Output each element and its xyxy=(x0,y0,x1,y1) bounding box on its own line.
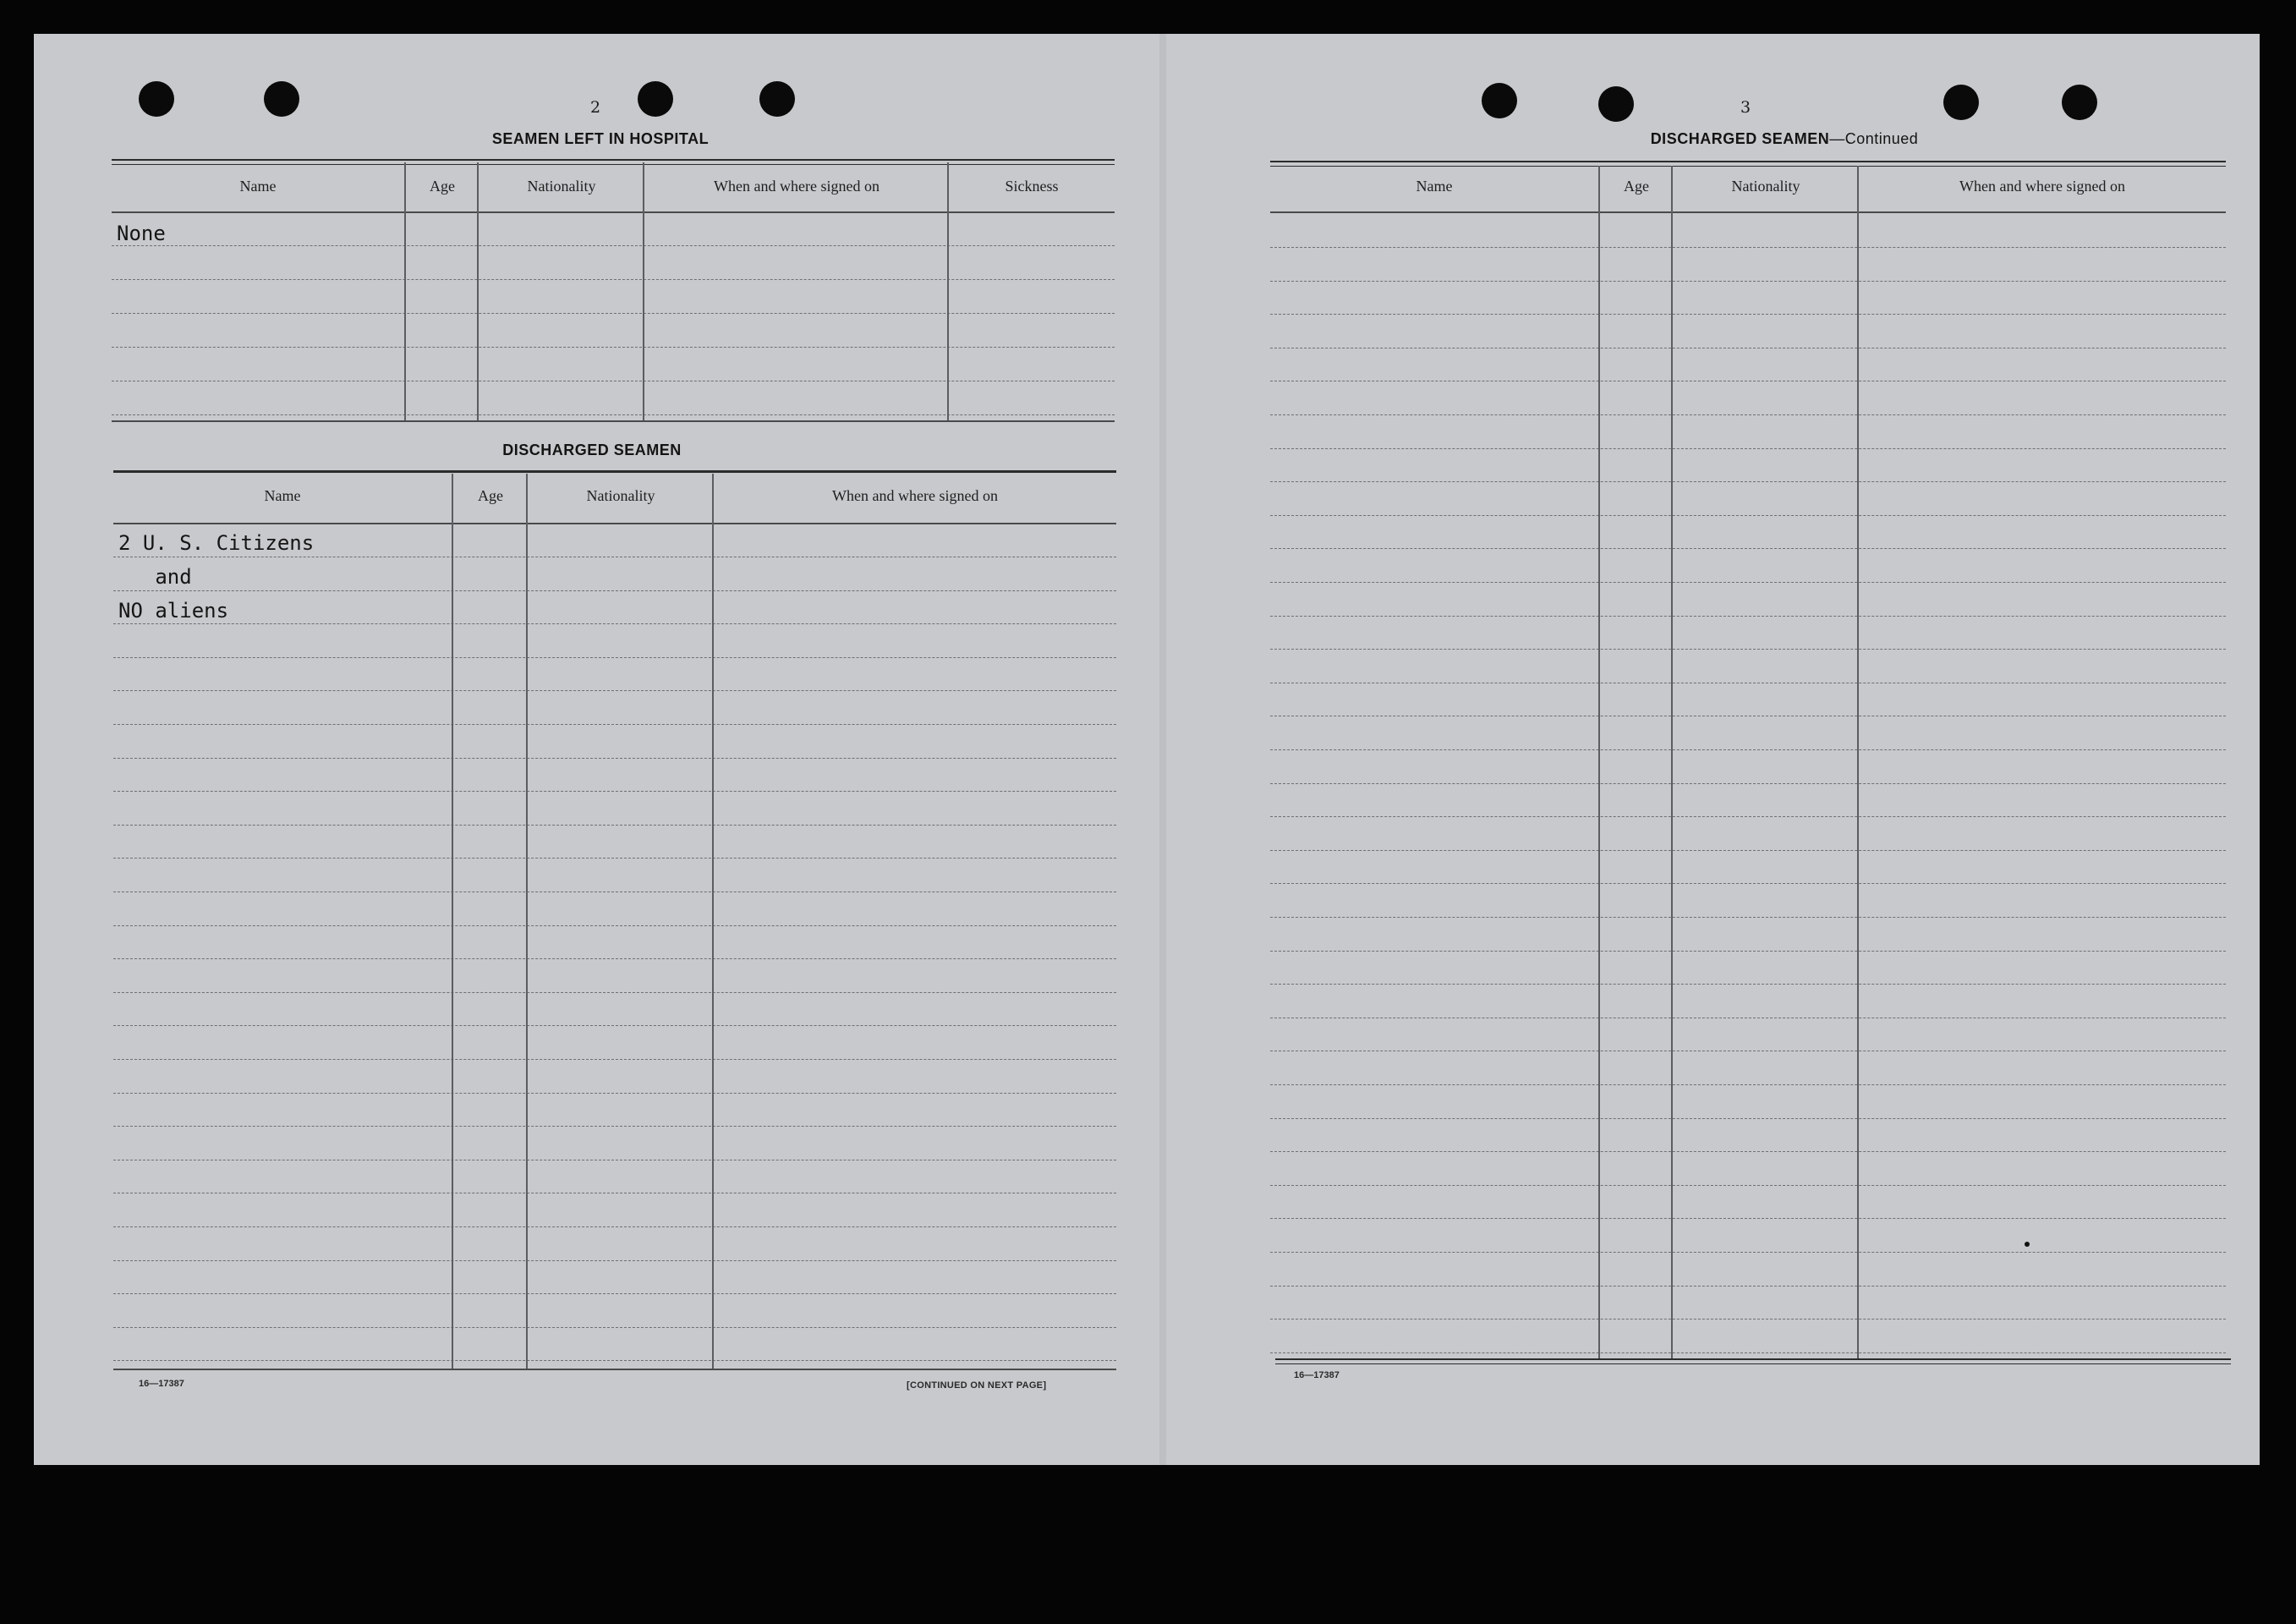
column-divider xyxy=(712,474,714,1369)
column-divider xyxy=(526,474,528,1369)
ruled-line xyxy=(1270,1352,2226,1353)
ruled-line xyxy=(113,1260,1116,1261)
page-fold xyxy=(1159,34,1166,1465)
col-head-nationality: Nationality xyxy=(1731,178,1800,195)
section-title-suffix: —Continued xyxy=(1829,130,1919,147)
table-bottom-rule xyxy=(112,420,1115,422)
ruled-line xyxy=(113,791,1116,792)
ruled-line xyxy=(1270,1118,2226,1119)
ink-speck xyxy=(2025,1242,2030,1247)
discharged-entry: 2 U. S. Citizens xyxy=(118,531,315,555)
ruled-line xyxy=(1270,649,2226,650)
column-divider xyxy=(404,162,406,420)
col-head-signed-on: When and where signed on xyxy=(832,487,998,504)
ruled-line xyxy=(113,1226,1116,1227)
ruled-line xyxy=(113,690,1116,691)
col-head-age: Age xyxy=(478,487,503,504)
punch-hole xyxy=(139,81,174,117)
form-code: 16—17387 xyxy=(139,1379,184,1389)
ruled-line xyxy=(1270,749,2226,750)
ruled-line xyxy=(113,958,1116,959)
column-divider xyxy=(1598,166,1600,1358)
hospital-entry: None xyxy=(117,222,166,245)
ruled-line xyxy=(112,414,1115,415)
discharged-entry: NO aliens xyxy=(118,599,229,623)
column-divider xyxy=(1857,166,1859,1358)
ruled-line xyxy=(113,1059,1116,1060)
left-page xyxy=(34,34,1159,1465)
ruled-line xyxy=(113,1327,1116,1328)
col-head-name: Name xyxy=(264,487,301,504)
table-bottom-rule xyxy=(1275,1358,2231,1364)
ruled-line xyxy=(113,825,1116,826)
ruled-line xyxy=(113,1126,1116,1127)
ruled-line xyxy=(1270,582,2226,583)
col-head-nationality: Nationality xyxy=(527,178,596,195)
punch-hole xyxy=(1598,86,1634,122)
discharged-entry: and xyxy=(118,565,192,589)
column-divider xyxy=(643,162,644,420)
section-rule xyxy=(112,159,1115,165)
ruled-line xyxy=(1270,515,2226,516)
column-divider xyxy=(1671,166,1673,1358)
col-head-age: Age xyxy=(430,178,455,195)
ruled-line xyxy=(1270,984,2226,985)
section-rule xyxy=(1270,161,2226,167)
punch-hole xyxy=(759,81,795,117)
col-head-name: Name xyxy=(239,178,277,195)
ruled-line xyxy=(113,590,1116,591)
ruled-line xyxy=(1270,816,2226,817)
punch-hole xyxy=(1482,83,1517,118)
continued-note: [CONTINUED ON NEXT PAGE] xyxy=(907,1380,1047,1391)
col-head-signed-on: When and where signed on xyxy=(714,178,879,195)
ruled-line xyxy=(1270,1151,2226,1152)
column-divider xyxy=(947,162,949,420)
ruled-line xyxy=(1270,314,2226,315)
table-bottom-rule xyxy=(113,1369,1116,1370)
ruled-line xyxy=(1270,1286,2226,1287)
ruled-line xyxy=(1270,616,2226,617)
ruled-line xyxy=(1270,783,2226,784)
punch-hole xyxy=(638,81,673,117)
ruled-line xyxy=(113,724,1116,725)
section-title-discharged-continued xyxy=(1522,130,2047,148)
ruled-line xyxy=(1270,951,2226,952)
ruled-line xyxy=(112,347,1115,348)
ruled-line xyxy=(113,1293,1116,1294)
ruled-line xyxy=(1270,1218,2226,1219)
section-rule xyxy=(113,470,1116,473)
punch-hole xyxy=(1943,85,1979,120)
ruled-line xyxy=(1270,414,2226,415)
ruled-line xyxy=(113,758,1116,759)
ruled-line xyxy=(1270,481,2226,482)
ruled-line xyxy=(112,245,1115,246)
header-underline xyxy=(1270,211,2226,213)
form-code: 16—17387 xyxy=(1294,1370,1340,1380)
header-underline xyxy=(113,523,1116,524)
section-title-discharged: DISCHARGED SEAMEN xyxy=(502,442,682,458)
page-number: 3 xyxy=(1740,98,1751,117)
punch-hole xyxy=(2062,85,2097,120)
col-head-sickness: Sickness xyxy=(1005,178,1059,195)
ruled-line xyxy=(1270,1319,2226,1320)
ruled-line xyxy=(1270,1252,2226,1253)
punch-hole xyxy=(264,81,299,117)
ruled-line xyxy=(113,858,1116,859)
col-head-name: Name xyxy=(1416,178,1453,195)
ruled-line xyxy=(1270,917,2226,918)
ruled-line xyxy=(1270,448,2226,449)
ruled-line xyxy=(1270,281,2226,282)
ruled-line xyxy=(113,623,1116,624)
column-divider xyxy=(452,474,453,1369)
right-page xyxy=(1167,34,2260,1465)
col-head-signed-on: When and where signed on xyxy=(1959,178,2125,195)
page-number: 2 xyxy=(590,98,601,117)
ruled-line xyxy=(113,657,1116,658)
header-underline xyxy=(112,211,1115,213)
column-divider xyxy=(477,162,479,420)
ruled-line xyxy=(1270,247,2226,248)
ruled-line xyxy=(1270,850,2226,851)
ruled-line xyxy=(113,1360,1116,1361)
ruled-line xyxy=(113,1025,1116,1026)
col-head-nationality: Nationality xyxy=(586,487,655,504)
ruled-line xyxy=(1270,548,2226,549)
section-title-hospital: SEAMEN LEFT IN HOSPITAL xyxy=(491,130,710,147)
ruled-line xyxy=(1270,1084,2226,1085)
ruled-line xyxy=(112,313,1115,314)
col-head-age: Age xyxy=(1624,178,1649,195)
ruled-line xyxy=(1270,883,2226,884)
section-title-text: DISCHARGED SEAMEN xyxy=(1650,130,1830,147)
ruled-line xyxy=(113,925,1116,926)
ruled-line xyxy=(113,992,1116,993)
ruled-line xyxy=(1270,1185,2226,1186)
document-sheet xyxy=(34,34,2260,1465)
ruled-line xyxy=(112,279,1115,280)
ruled-line xyxy=(113,1093,1116,1094)
